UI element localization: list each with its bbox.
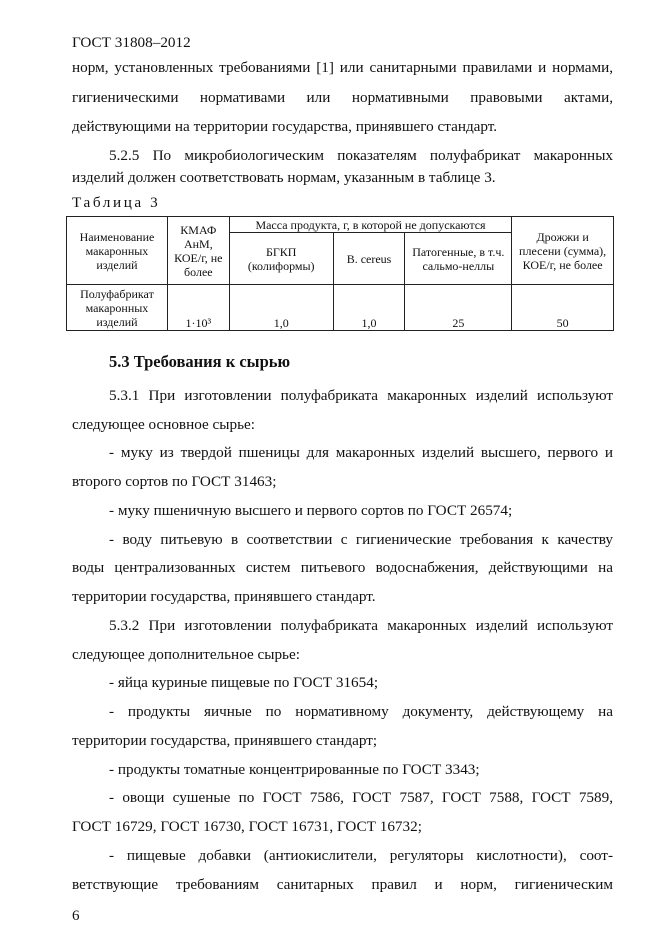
microbiology-table [66, 216, 614, 331]
intro-line: норм, установленных требованиями [1] или санитарными правилами и нормами, [72, 59, 613, 76]
cell-yeast-mold: 50 [512, 285, 614, 331]
body-line: 5.3.1 При изготовлении полуфабриката макаронных изделий используют [109, 387, 613, 404]
body-line: ГОСТ 16729, ГОСТ 16730, ГОСТ 16731, ГОСТ 16732; [72, 818, 422, 835]
body-line: - продукты яичные по нормативному документу, действующему на [109, 703, 613, 720]
header-b-cereus: B. cereus [333, 233, 405, 285]
header-mass-group: Масса продукта, г, в которой не допускаются [229, 217, 511, 233]
paragraph-5-2-5-line: изделий должен соответствовать нормам, указанным в таблице 3. [72, 169, 496, 186]
intro-line: действующими на территории государства, принявшего стандарт. [72, 118, 498, 135]
body-line: - пищевые добавки (антиокислители, регуляторы кислотности), соот- [109, 847, 613, 864]
cell-bgkp: 1,0 [229, 285, 333, 331]
body-line: - овощи сушеные по ГОСТ 7586, ГОСТ 7587, ГОСТ 7588, ГОСТ 7589, [109, 789, 613, 806]
table-caption: Таблица 3 [72, 194, 161, 211]
header-product-name: Наименование макаронных изделий [67, 217, 168, 285]
paragraph-5-2-5-line: 5.2.5 По микробиологическим показателям полуфабрикат макаронных [109, 147, 613, 164]
body-line: следующее дополнительное сырье: [72, 646, 300, 663]
header-pathogens: Патогенные, в т.ч. сальмо-неллы [405, 233, 512, 285]
cell-kmafanm: 1·10³ [167, 285, 229, 331]
cell-product-name: Полуфабрикат макаронных изделий [67, 285, 168, 331]
body-line: следующее основное сырье: [72, 416, 255, 433]
body-line: - воду питьевую в соответствии с гигиенические требования к качеству [109, 531, 613, 548]
intro-line: гигиеническими нормативами или нормативными правовыми актами, [72, 89, 613, 106]
body-line: - муку из твердой пшеницы для макаронных изделий высшего, первого и [109, 444, 613, 461]
cell-b-cereus: 1,0 [333, 285, 405, 331]
section-title: 5.3 Требования к сырью [109, 352, 291, 371]
cell-pathogens: 25 [405, 285, 512, 331]
body-line: 5.3.2 При изготовлении полуфабриката макаронных изделий используют [109, 617, 613, 634]
page-number: 6 [72, 908, 80, 924]
header-yeast-mold: Дрожжи и плесени (сумма), КОЕ/г, не более [512, 217, 614, 285]
header-bgkp: БГКП (колиформы) [229, 233, 333, 285]
body-line: воды централизованных систем питьевого водоснабжения, действующими на [72, 559, 613, 576]
body-line: - продукты томатные концентрированные по ГОСТ 3343; [109, 761, 480, 778]
body-line: - муку пшеничную высшего и первого сортов по ГОСТ 26574; [109, 502, 513, 519]
body-line: ветствующие требованиям санитарных правил и норм, гигиеническим [72, 876, 613, 893]
header-kmafanm: КМАФ АнМ, КОЕ/г, не более [167, 217, 229, 285]
body-line: второго сортов по ГОСТ 31463; [72, 473, 277, 490]
body-line: территории государства, принявшего стандарт; [72, 732, 378, 749]
standard-header: ГОСТ 31808–2012 [72, 34, 191, 51]
body-line: территории государства, принявшего стандарт. [72, 588, 376, 605]
table-row [67, 285, 614, 331]
body-line: - яйца куриные пищевые по ГОСТ 31654; [109, 674, 379, 691]
